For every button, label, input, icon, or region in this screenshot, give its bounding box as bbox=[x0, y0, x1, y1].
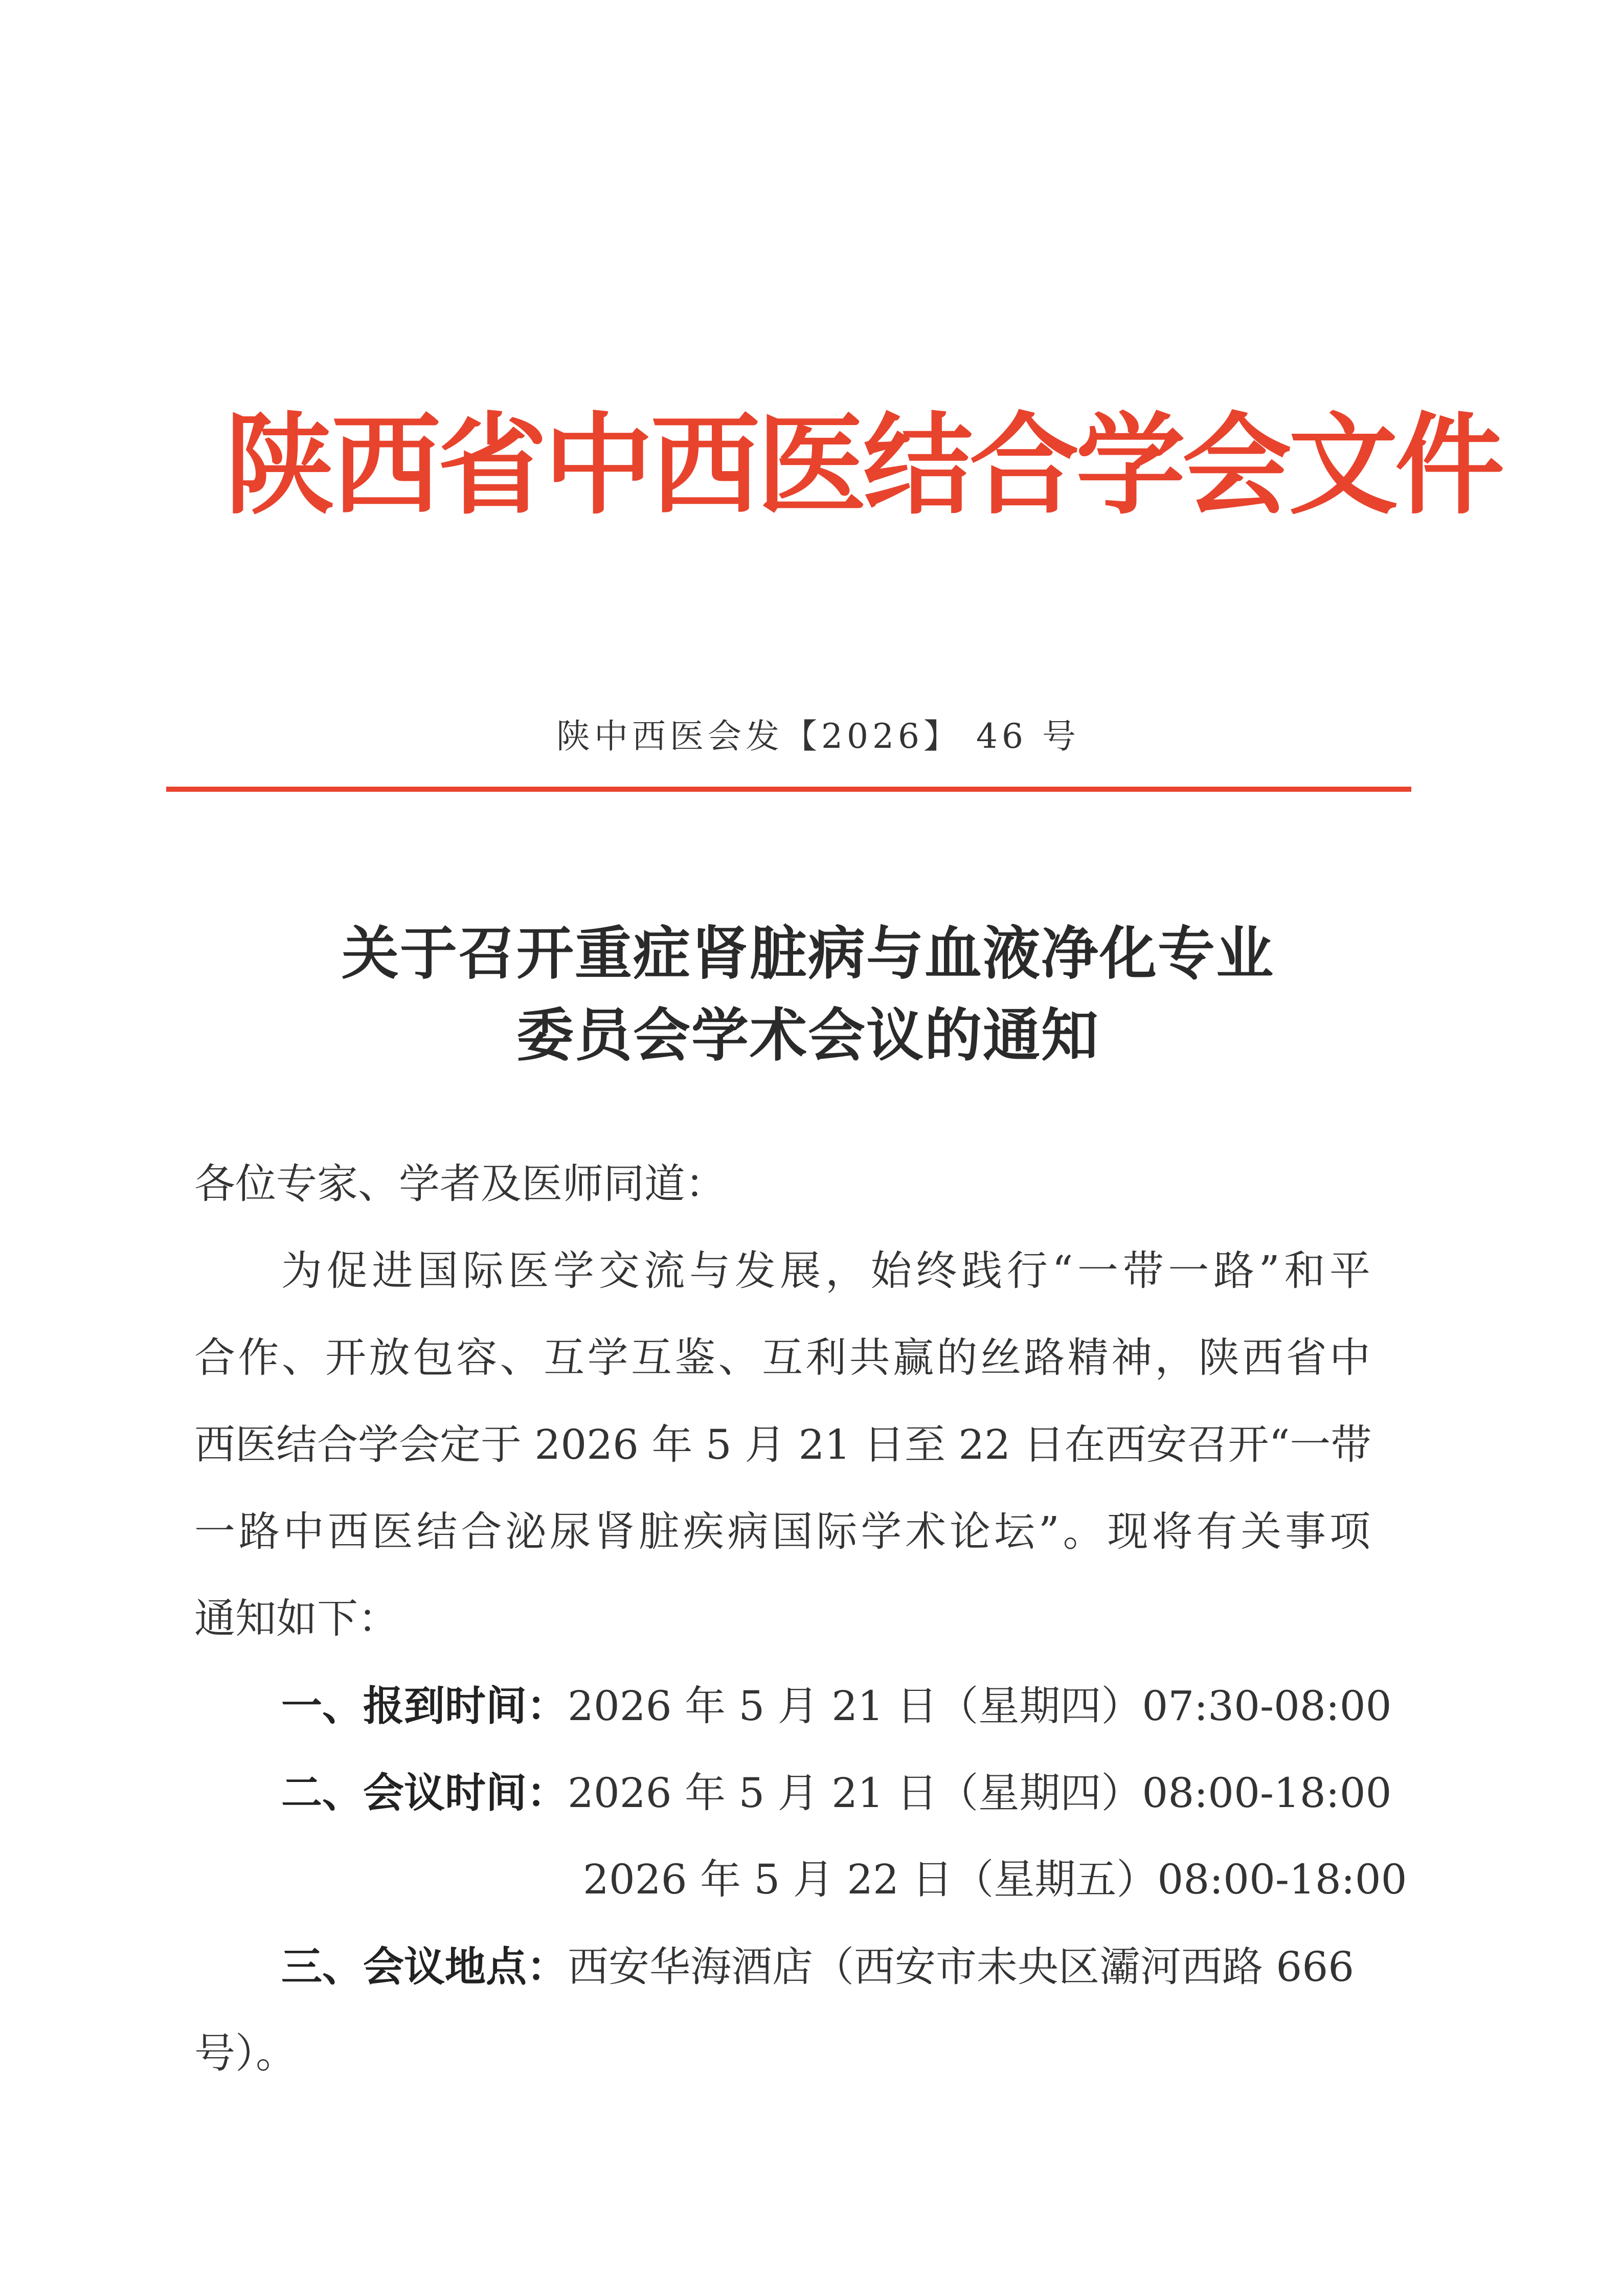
meeting-location-value-continued: 号）。 bbox=[194, 2030, 297, 2077]
intro-line-4: 一路中西医结合泌尿肾脏疾病国际学术论坛”。现将有关事项 bbox=[194, 1508, 1370, 1555]
registration-time-label: 一、报到时间： bbox=[281, 1682, 568, 1730]
red-divider-line bbox=[166, 787, 1411, 792]
notice-title-line-1: 关于召开重症肾脏病与血液净化专业 bbox=[342, 920, 1274, 987]
intro-line-1: 为促进国际医学交流与发展，始终践行“一带一路”和平 bbox=[281, 1247, 1370, 1295]
notice-title-line-2: 委员会学术会议的通知 bbox=[516, 1002, 1099, 1069]
salutation: 各位专家、学者及医师同道： bbox=[194, 1160, 726, 1208]
meeting-location-label: 三、会议地点： bbox=[281, 1943, 568, 1991]
document-number: 陕中西医会发【2026】 46 号 bbox=[556, 717, 1080, 756]
intro-line-3: 西医结合学会定于 2026 年 5 月 21 日至 22 日在西安召开“一带 bbox=[194, 1421, 1372, 1468]
intro-line-2: 合作、开放包容、互学互鉴、互利共赢的丝路精神，陕西省中 bbox=[194, 1334, 1370, 1381]
intro-line-5: 通知如下： bbox=[194, 1595, 399, 1642]
org-header-title: 陕西省中西医结合学会文件 bbox=[225, 401, 1501, 529]
meeting-location-item bbox=[281, 1923, 1370, 2010]
registration-time-value: 2026 年 5 月 21 日（星期四）07:30-08:00 bbox=[568, 1682, 1392, 1730]
meeting-time-label: 二、会议时间： bbox=[281, 1769, 568, 1817]
meeting-location-value: 西安华海酒店（西安市未央区灞河西路 666 bbox=[568, 1943, 1355, 1991]
registration-time-item bbox=[281, 1662, 1392, 1749]
meeting-time-value-2: 2026 年 5 月 22 日（星期五）08:00-18:00 bbox=[583, 1856, 1407, 1903]
meeting-time-item bbox=[281, 1749, 1392, 1836]
meeting-time-value-1: 2026 年 5 月 21 日（星期四）08:00-18:00 bbox=[568, 1769, 1392, 1817]
